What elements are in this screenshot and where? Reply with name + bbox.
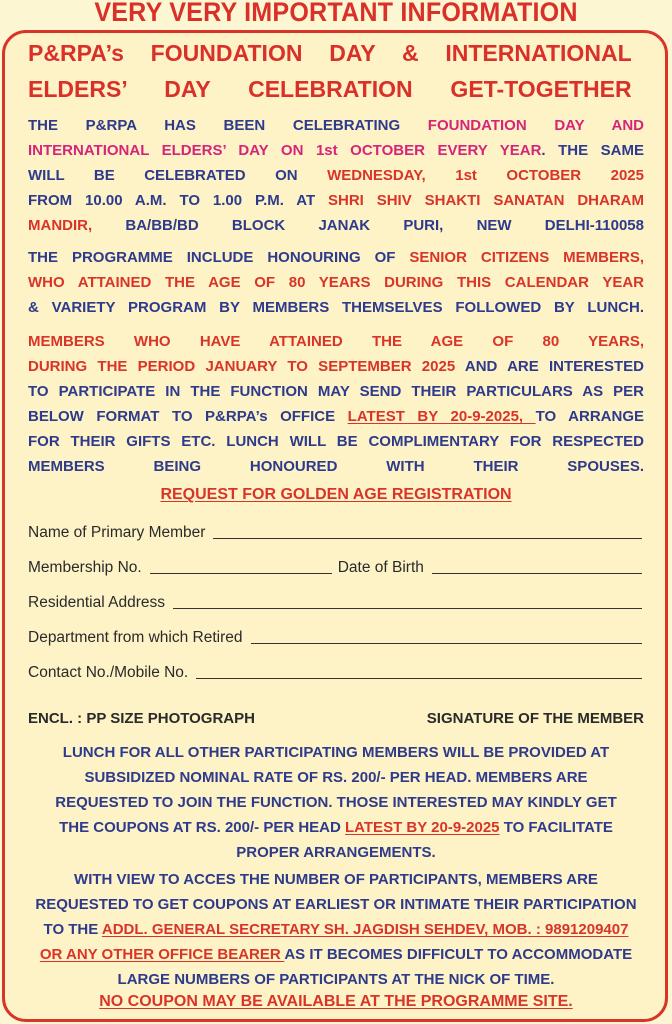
- address-label: Residential Address: [28, 594, 165, 611]
- intro-highlight: INTERNATIONAL ELDERS’ DAY ON 1st OCTOBER EVERY YEAR: [28, 142, 542, 159]
- enclosure-note: ENCL. : PP SIZE PHOTOGRAPH: [28, 710, 255, 727]
- intro-highlight: FOUNDATION DAY AND: [427, 117, 644, 134]
- form-title: REQUEST FOR GOLDEN AGE REGISTRATION: [160, 486, 512, 503]
- dob-label: Date of Birth: [337, 559, 424, 576]
- coupons-text: AS IT BECOMES DIFFICULT TO ACCOMMODATE: [284, 946, 633, 963]
- dob-field-line[interactable]: [432, 572, 642, 574]
- lunch-line-1: LUNCH FOR ALL OTHER PARTICIPATING MEMBERS WILL BE PROVIDED AT: [62, 744, 610, 761]
- intro-line-3: [28, 167, 644, 185]
- programme-line-1: [28, 249, 644, 267]
- eligibility-line-2: [28, 358, 644, 376]
- eligibility-line-5: FOR THEIR GIFTS ETC. LUNCH WILL BE COMPLIMENTARY FOR RESPECTED: [28, 433, 644, 450]
- address-field-line[interactable]: [173, 607, 642, 609]
- signature-label: SIGNATURE OF THE MEMBER: [426, 710, 644, 727]
- coupons-text: TO THE: [43, 921, 102, 938]
- programme-line-2: WHO ATTAINED THE AGE OF 80 YEARS DURING THIS CALENDAR YEAR: [28, 274, 644, 291]
- eligibility-period: DURING THE PERIOD JANUARY TO SEPTEMBER 2025: [28, 358, 456, 375]
- programme-highlight: SENIOR CITIZENS MEMBERS,: [409, 249, 644, 266]
- coupons-line-3: [0, 921, 672, 939]
- programme-text: THE PROGRAMME INCLUDE HONOURING OF: [28, 249, 410, 266]
- department-field-line[interactable]: [251, 642, 643, 644]
- membership-label: Membership No.: [28, 559, 142, 576]
- intro-text: WILL BE CELEBRATED ON: [28, 167, 328, 184]
- intro-line-4: [28, 192, 644, 210]
- venue-address: BA/BB/BD BLOCK JANAK PURI, NEW DELHI-110058: [92, 217, 644, 234]
- intro-line-5: [28, 217, 644, 235]
- intro-text: . THE SAME: [541, 142, 645, 159]
- name-field-row: [28, 524, 642, 542]
- contact-label: Contact No./Mobile No.: [28, 664, 189, 681]
- coupons-line-4: [0, 946, 672, 964]
- department-field-row: [28, 629, 642, 647]
- lunch-text: TO FACILITATE: [499, 819, 613, 836]
- name-field-line[interactable]: [213, 537, 642, 539]
- membership-dob-row: [28, 559, 642, 577]
- eligibility-text: AND ARE INTERESTED: [455, 358, 644, 375]
- deadline: LATEST BY 20-9-2025,: [347, 408, 536, 425]
- heading-line-2: ELDERS’ DAY CELEBRATION GET-TOGETHER: [28, 76, 632, 102]
- top-title: VERY VERY IMPORTANT INFORMATION: [94, 0, 578, 27]
- lunch-line-2: SUBSIDIZED NOMINAL RATE OF RS. 200/- PER HEAD. MEMBERS ARE: [84, 769, 588, 786]
- eligibility-text: TO ARRANGE: [535, 408, 645, 425]
- event-date: WEDNESDAY, 1st OCTOBER 2025: [327, 167, 644, 184]
- heading-line-1: P&RPA’s FOUNDATION DAY & INTERNATIONAL: [28, 40, 632, 66]
- intro-line-1: [28, 117, 644, 135]
- lunch-line-5: PROPER ARRANGEMENTS.: [236, 844, 436, 861]
- contact-field-row: [28, 664, 642, 682]
- name-label: Name of Primary Member: [28, 524, 206, 541]
- contact-field-line[interactable]: [196, 677, 642, 679]
- department-label: Department from which Retired: [28, 629, 243, 646]
- intro-line-2: [28, 142, 644, 160]
- lunch-line-3: REQUESTED TO JOIN THE FUNCTION. THOSE INTERESTED MAY KINDLY GET: [55, 794, 617, 811]
- address-field-row: [28, 594, 642, 612]
- eligibility-line-6: MEMBERS BEING HONOURED WITH THEIR SPOUSES.: [28, 458, 644, 475]
- membership-field-line[interactable]: [150, 572, 332, 574]
- coupons-line-5: LARGE NUMBERS OF PARTICIPANTS AT THE NICK OF TIME.: [117, 971, 555, 988]
- lunch-line-4: [0, 819, 672, 837]
- coupons-line-1: WITH VIEW TO ACCES THE NUMBER OF PARTICIPANTS, MEMBERS ARE: [74, 871, 598, 888]
- eligibility-line-4: [28, 408, 644, 426]
- event-time: FROM 10.00 A.M. TO 1.00 P.M. AT: [28, 192, 328, 209]
- contact-person: ADDL. GENERAL SECRETARY SH. JAGDISH SEHDEV, MOB. : 9891209407: [101, 921, 629, 938]
- coupons-line-2: REQUESTED TO GET COUPONS AT EARLIEST OR INTIMATE THEIR PARTICIPATION: [35, 896, 637, 913]
- coupon-deadline: LATEST BY 20-9-2025: [345, 819, 500, 836]
- venue: SHRI SHIV SHAKTI SANATAN DHARAM: [328, 192, 644, 209]
- eligibility-line-3: TO PARTICIPATE IN THE FUNCTION MAY SEND THEIR PARTICULARS AS PER: [28, 383, 644, 400]
- eligibility-text: BELOW FORMAT TO P&RPA’s OFFICE: [28, 408, 348, 425]
- programme-line-3: & VARIETY PROGRAM BY MEMBERS THEMSELVES FOLLOWED BY LUNCH.: [28, 299, 644, 316]
- lunch-text: THE COUPONS AT RS. 200/- PER HEAD: [59, 819, 346, 836]
- venue: MANDIR,: [28, 217, 93, 234]
- eligibility-line-1: MEMBERS WHO HAVE ATTAINED THE AGE OF 80 YEARS,: [28, 333, 644, 350]
- intro-text: THE P&RPA HAS BEEN CELEBRATING: [28, 117, 428, 134]
- contact-alternative: OR ANY OTHER OFFICE BEARER: [39, 946, 285, 963]
- final-warning: NO COUPON MAY BE AVAILABLE AT THE PROGRAMME SITE.: [99, 993, 573, 1010]
